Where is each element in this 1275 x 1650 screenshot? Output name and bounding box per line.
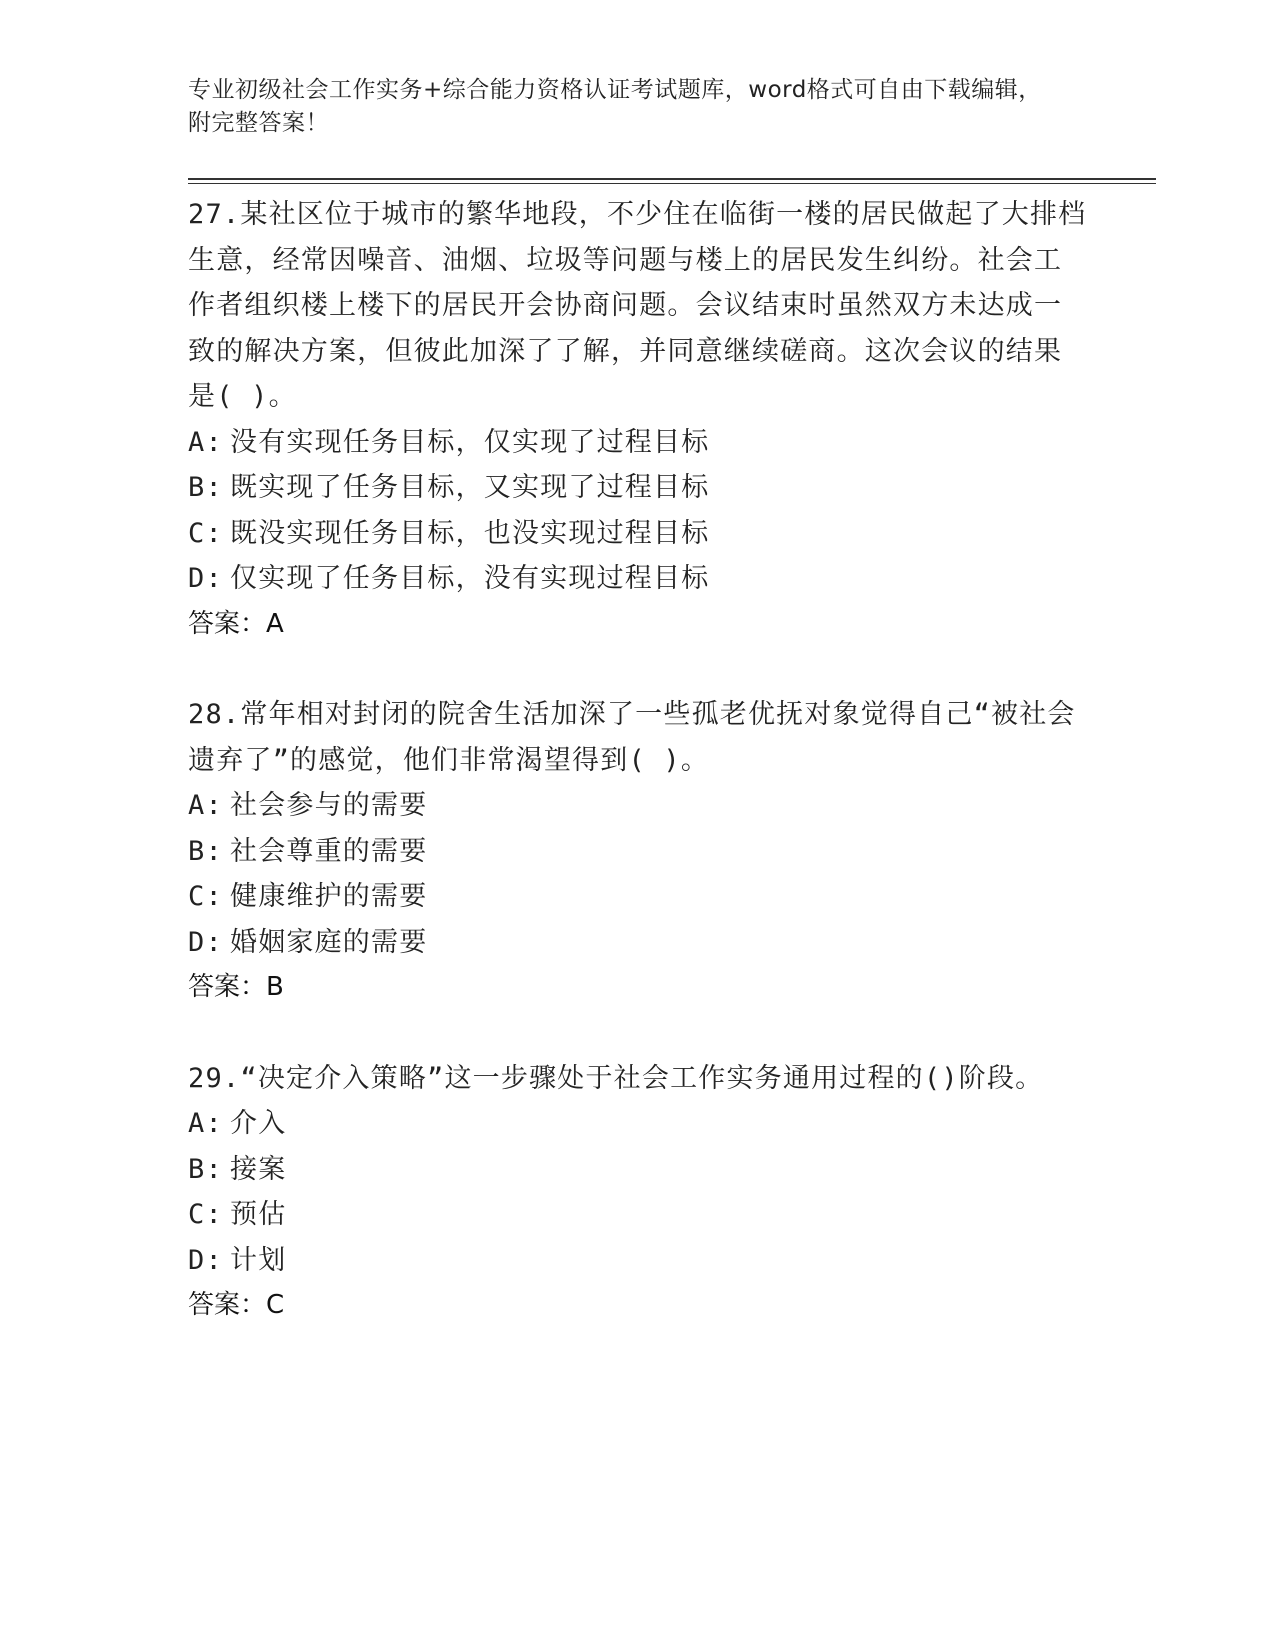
option-list <box>188 783 1088 965</box>
option-text: 健康维护的需要 <box>230 881 428 912</box>
question-stem: 28.常年相对封闭的院舍生活加深了一些孤老优抚对象觉得自己“被社会遗弃了”的感觉，他们非常渴望得到( )。 <box>188 699 1076 776</box>
option-c <box>188 511 1088 557</box>
option-c <box>188 1192 1088 1238</box>
option-text: 预估 <box>230 1199 287 1230</box>
document-header <box>188 74 1088 140</box>
answer-line: 答案：C <box>188 1290 285 1320</box>
option-text: 既没实现任务目标，也没实现过程目标 <box>230 517 710 549</box>
question-list <box>188 192 1088 1329</box>
option-letter: A: <box>188 790 223 821</box>
option-list <box>188 420 1088 602</box>
option-letter: C: <box>188 1199 223 1230</box>
option-a <box>188 1101 1088 1147</box>
option-list <box>188 1101 1088 1283</box>
option-letter: B: <box>188 835 223 867</box>
option-b <box>188 829 1088 875</box>
option-a <box>188 420 1088 466</box>
option-text: 婚姻家庭的需要 <box>230 926 428 958</box>
question-stem: 27.某社区位于城市的繁华地段，不少住在临街一楼的居民做起了大排档生意，经常因噪音、油烟、垃圾等问题与楼上的居民发生纠纷。社会工作者组织楼上楼下的居民开会协商问题。会议结束时虽然双方未达成一致的解决方案，但彼此加深了了解，并同意继续磋商。这次会议的结果是( )。 <box>188 199 1087 412</box>
option-letter: C: <box>188 517 223 549</box>
answer-line: 答案：B <box>188 972 284 1002</box>
option-d <box>188 556 1088 602</box>
question-29 <box>188 1056 1088 1329</box>
answer-line: 答案：A <box>188 608 284 639</box>
option-b <box>188 465 1088 511</box>
option-text: 既实现了任务目标，又实现了过程目标 <box>230 472 710 503</box>
option-letter: A: <box>188 1108 223 1139</box>
option-text: 没有实现任务目标，仅实现了过程目标 <box>230 426 710 458</box>
option-a <box>188 783 1088 829</box>
option-letter: C: <box>188 881 223 912</box>
option-letter: D: <box>188 1244 223 1276</box>
option-text: 介入 <box>230 1108 287 1139</box>
option-d <box>188 920 1088 966</box>
option-letter: A: <box>188 426 223 458</box>
option-letter: D: <box>188 926 223 958</box>
option-letter: D: <box>188 563 223 594</box>
option-d <box>188 1238 1088 1284</box>
option-b <box>188 1147 1088 1193</box>
option-text: 社会参与的需要 <box>230 790 428 821</box>
option-text: 接案 <box>230 1153 287 1185</box>
option-text: 仅实现了任务目标，没有实现过程目标 <box>230 563 710 594</box>
option-c <box>188 874 1088 920</box>
option-text: 计划 <box>230 1244 287 1276</box>
question-stem: 29.“决定介入策略”这一步骤处于社会工作实务通用过程的()阶段。 <box>188 1062 1044 1094</box>
option-text: 社会尊重的需要 <box>230 835 428 867</box>
question-28 <box>188 692 1088 1011</box>
header-divider <box>188 178 1156 184</box>
option-letter: B: <box>188 1153 223 1185</box>
header-line-2: 附完整答案！ <box>188 110 329 136</box>
option-letter: B: <box>188 472 223 503</box>
header-line-1: 专业初级社会工作实务+综合能力资格认证考试题库，word格式可自由下载编辑， <box>188 77 1042 103</box>
question-27 <box>188 192 1088 647</box>
